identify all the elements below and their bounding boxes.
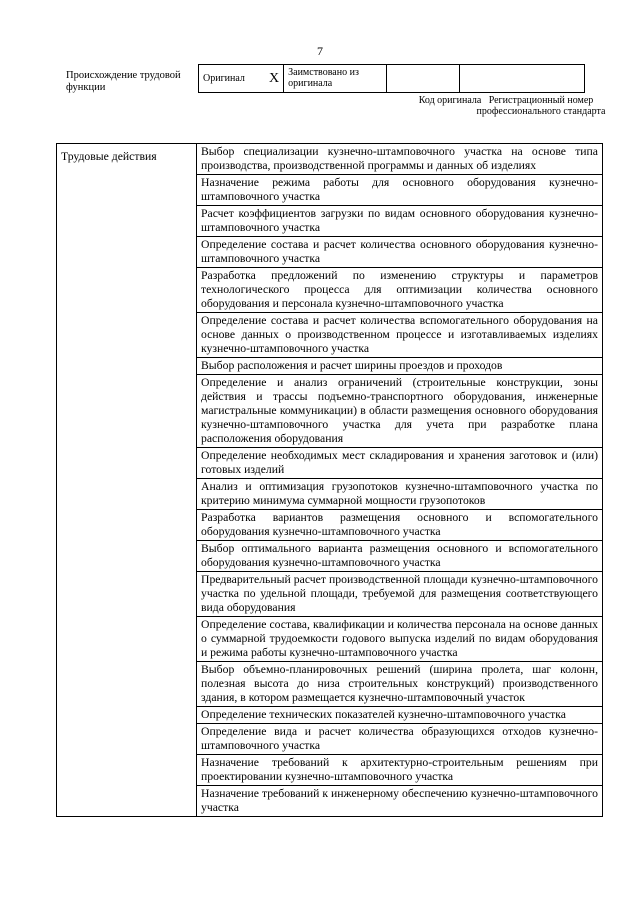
original-mark: X (269, 65, 284, 93)
page-number: 7 (317, 44, 323, 58)
labor-action-item: Расчет коэффициентов загрузки по видам основного оборудования кузнечно-штамповочного участка (197, 206, 603, 237)
origin-table (198, 64, 585, 93)
borrowed-cell: Заимствовано из оригинала (284, 65, 387, 93)
table-row (57, 144, 603, 175)
labor-action-item: Разработка вариантов размещения основного и вспомогательного оборудования кузнечно-штамповочного участка (197, 510, 603, 541)
labor-action-item: Определение и анализ ограничений (строительные конструкции, зоны действия и трассы подъемно-транспортного оборудования, инженерные магистральные коммуникации) в области размещения основного оборудования кузнечно-штамповочного участка для учета при разработке плана расположения оборудования (197, 375, 603, 448)
labor-action-item: Определение вида и расчет количества образующихся отходов кузнечно-штамповочного участка (197, 724, 603, 755)
labor-action-item: Выбор специализации кузнечно-штамповочного участка на основе типа производства, производственной программы и данных об изделиях (197, 144, 603, 175)
code-original-caption: Код оригинала (418, 95, 482, 106)
labor-action-item: Определение состава, квалификации и количества персонала на основе данных о суммарной трудоемкости годового выпуска изделий по видам оборудования и режима работы кузнечно-штамповочного участка (197, 617, 603, 662)
labor-actions-table (56, 143, 603, 817)
labor-action-item: Анализ и оптимизация грузопотоков кузнечно-штамповочного участка по критерию минимума суммарной мощности грузопотоков (197, 479, 603, 510)
code-original-cell (387, 65, 460, 93)
labor-action-item: Определение необходимых мест складирования и хранения заготовок и (или) готовых изделий (197, 448, 603, 479)
labor-actions-label: Трудовые действия (57, 144, 197, 817)
labor-action-item: Выбор расположения и расчет ширины проездов и проходов (197, 358, 603, 375)
labor-action-item: Определение состава и расчет количества вспомогательного оборудования на основе данных о производственном процессе и изготавливаемых изделиях кузнечно-штамповочного участка (197, 313, 603, 358)
labor-action-item: Назначение требований к архитектурно-строительным решениям при проектировании кузнечно-штамповочного участка (197, 755, 603, 786)
labor-action-item: Разработка предложений по изменению структуры и параметров технологического процесса для оптимизации количества основного оборудования и персонала кузнечно-штамповочного участка (197, 268, 603, 313)
labor-action-item: Назначение требований к инженерному обеспечению кузнечно-штамповочного участка (197, 786, 603, 817)
registration-number-cell (460, 65, 585, 93)
registration-number-caption: Регистрационный номер профессионального стандарта (476, 95, 606, 117)
labor-action-item: Определение состава и расчет количества основного оборудования кузнечно-штамповочного участка (197, 237, 603, 268)
original-cell: Оригинал (199, 65, 270, 93)
labor-action-item: Выбор оптимального варианта размещения основного и вспомогательного оборудования кузнечно-штамповочного участка (197, 541, 603, 572)
labor-action-item: Предварительный расчет производственной площади кузнечно-штамповочного участка по удельной площади, требуемой для размещения соответствующего вида оборудования (197, 572, 603, 617)
origin-label: Происхождение трудовой функции (66, 70, 181, 93)
labor-action-item: Выбор объемно-планировочных решений (ширина пролета, шаг колонн, полезная высота до низа строительных конструкций) производственного здания, в котором размещается кузнечно-штамповочный участок (197, 662, 603, 707)
labor-action-item: Назначение режима работы для основного оборудования кузнечно-штамповочного участка (197, 175, 603, 206)
labor-action-item: Определение технических показателей кузнечно-штамповочного участка (197, 707, 603, 724)
